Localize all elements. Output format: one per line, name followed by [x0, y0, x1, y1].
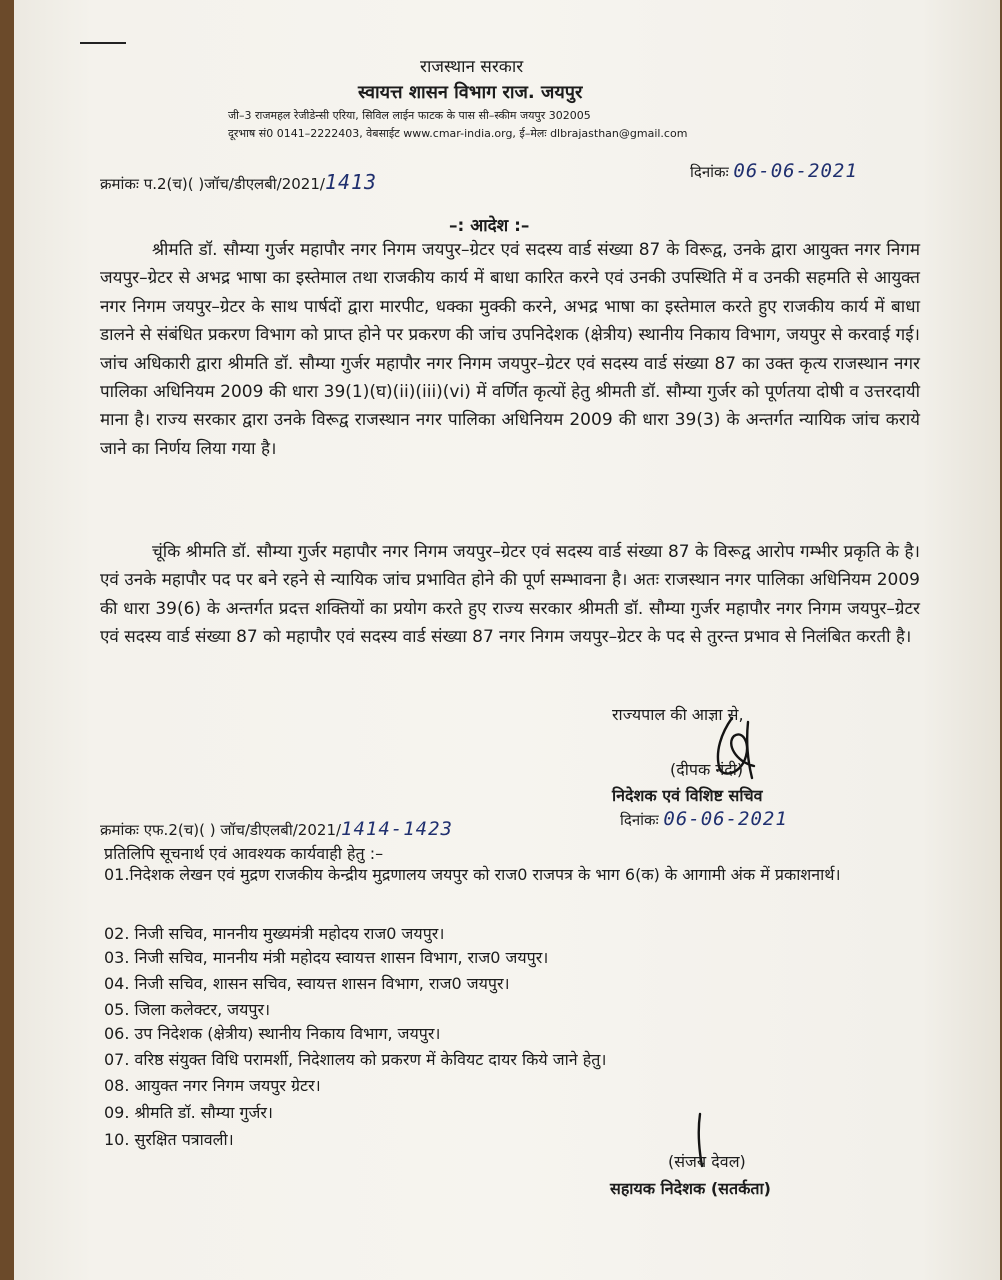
order-date-1: [690, 160, 858, 182]
copy-item-02: 02. निजी सचिव, माननीय मुख्यमंत्री महोदय राज0 जयपुर।: [104, 924, 445, 943]
order-date-2: [620, 808, 788, 830]
copy-item-07: 07. वरिष्ठ संयुक्त विधि परामर्शी, निदेशालय को प्रकरण में केवियट दायर किये जाने हेतु।: [104, 1050, 607, 1069]
copy-item-03: 03. निजी सचिव, माननीय मंत्री महोदय स्वायत्त शासन विभाग, राज0 जयपुर।: [104, 948, 549, 967]
document-page: [14, 0, 1000, 1280]
signatory-name-1: (दीपक नंदी): [670, 760, 744, 779]
order-title: –: आदेश :–: [449, 216, 530, 236]
copy-heading: प्रतिलिपि सूचनार्थ एवं आवश्यक कार्यवाही हेतु :–: [104, 844, 384, 863]
order-paragraph-2: चूंकि श्रीमति डॉ. सौम्या गुर्जर महापौर नगर निगम जयपुर–ग्रेटर एवं सदस्य वार्ड संख्या 87 के विरूद्व आरोप गम्भीर प्रकृति के है। एवं उनके महापौर पद पर बने रहने से न्यायिक जांच प्रभावित होने की पूर्ण सम्भावना है। अतः राजस्थान नगर पालिका अधिनियम 2009 की धारा 39(6) के अन्तर्गत प्रदत्त शक्तियों का प्रयोग करते हुए राज्य सरकार श्रीमती डॉ. सौम्या गुर्जर महापौर नगर निगम जयपुर–ग्रेटर एवं सदस्य वार्ड संख्या 87 को महापौर एवं सदस्य वार्ड संख्या 87 नगर निगम जयपुर–ग्रेटर के पद से तुरन्त प्रभाव से निलंबित करती है।: [100, 542, 920, 648]
signatory-designation-2: सहायक निदेशक (सतर्कता): [610, 1179, 771, 1198]
department-address: जी–3 राजमहल रेजीडेन्सी एरिया, सिविल लाईन फाटक के पास सी–स्कीम जयपुर 302005: [228, 109, 591, 122]
reference-printed: क्रमांकः प.2(च)( )जॉच/डीएलबी/2021/: [100, 175, 325, 193]
govt-name: राजस्थान सरकार: [420, 57, 524, 77]
reference-handwritten: 1414-1423: [341, 818, 453, 840]
copy-item-01: 01.निदेशक लेखन एवं मुद्रण राजकीय केन्द्रीय मुद्रणालय जयपुर को राज0 राजपत्र के भाग 6(क) के आगामी अंक में प्रकाशनार्थ।: [104, 865, 841, 884]
reference-handwritten: 1413: [324, 170, 378, 194]
order-paragraph-1: श्रीमति डॉ. सौम्या गुर्जर महापौर नगर निगम जयपुर–ग्रेटर एवं सदस्य वार्ड संख्या 87 के विरूद्व, उनके द्वारा आयुक्त नगर निगम जयपुर–ग्रेटर से अभद्र भाषा का इस्तेमाल तथा राजकीय कार्य में बाधा कारित करने एवं उनकी उपस्थिति में व उनकी सहमति से आयुक्त नगर निगम जयपुर–ग्रेटर के साथ पार्षदों द्वारा मारपीट, धक्का मुक्की करने, अभद्र भाषा का इस्तेमाल करते हुए राजकीय कार्य में बाधा डालने से संबंधित प्रकरण विभाग को प्राप्त होने पर प्रकरण की जांच उपनिदेशक (क्षेत्रीय) स्थानीय निकाय विभाग, जयपुर से करवाई गई। जांच अधिकारी द्वारा श्रीमति डॉ. सौम्या गुर्जर महापौर नगर निगम जयपुर–ग्रेटर एवं सदस्य वार्ड संख्या 87 का उक्त कृत्य राजस्थान नगर पालिका अधिनियम 2009 की धारा 39(1)(घ)(ii)(iii)(vi) में वर्णित कृत्यों हेतु श्रीमती डॉ. सौम्या गुर्जर को पूर्णतया दोषी व उत्तरदायी माना है। राज्य सरकार द्वारा उनके विरूद्व राजस्थान नगर पालिका अधिनियम 2009 की धारा 39(3) के अन्तर्गत न्यायिक जांच कराये जाने का निर्णय लिया गया है।: [100, 240, 920, 459]
copy-item-04: 04. निजी सचिव, शासन सचिव, स्वायत्त शासन विभाग, राज0 जयपुर।: [104, 974, 510, 993]
reference-printed: क्रमांकः एफ.2(च)( ) जॉच/डीएलबी/2021/: [100, 821, 342, 839]
signatory-designation-1: निदेशक एवं विशिष्ट सचिव: [612, 786, 763, 805]
copy-item-10: 10. सुरक्षित पत्रावली।: [104, 1130, 234, 1149]
date-label: दिनांकः: [620, 811, 659, 829]
copy-item-08: 08. आयुक्त नगर निगम जयपुर ग्रेटर।: [104, 1076, 321, 1095]
date-label: दिनांकः: [690, 163, 729, 181]
department-contact: दूरभाष सं0 0141–2222403, वेबसाईट www.cmar-india.org, ई–मेलः dlbrajasthan@gmail.com: [228, 127, 688, 140]
date-handwritten: 06-06-2021: [733, 160, 858, 182]
margin-dash: [80, 42, 126, 44]
copy-item-05: 05. जिला कलेक्टर, जयपुर।: [104, 1000, 271, 1019]
copy-item-06: 06. उप निदेशक (क्षेत्रीय) स्थानीय निकाय विभाग, जयपुर।: [104, 1024, 441, 1043]
signatory-name-2: (संजय देवल): [668, 1152, 746, 1171]
department-name: स्वायत्त शासन विभाग राज. जयपुर: [358, 82, 583, 103]
reference-number-2: [100, 818, 453, 840]
signature-authority: राज्यपाल की आज्ञा से,: [612, 705, 744, 724]
copy-item-09: 09. श्रीमति डॉ. सौम्या गुर्जर।: [104, 1103, 273, 1122]
reference-number-1: [100, 170, 377, 194]
date-handwritten: 06-06-2021: [663, 808, 788, 830]
